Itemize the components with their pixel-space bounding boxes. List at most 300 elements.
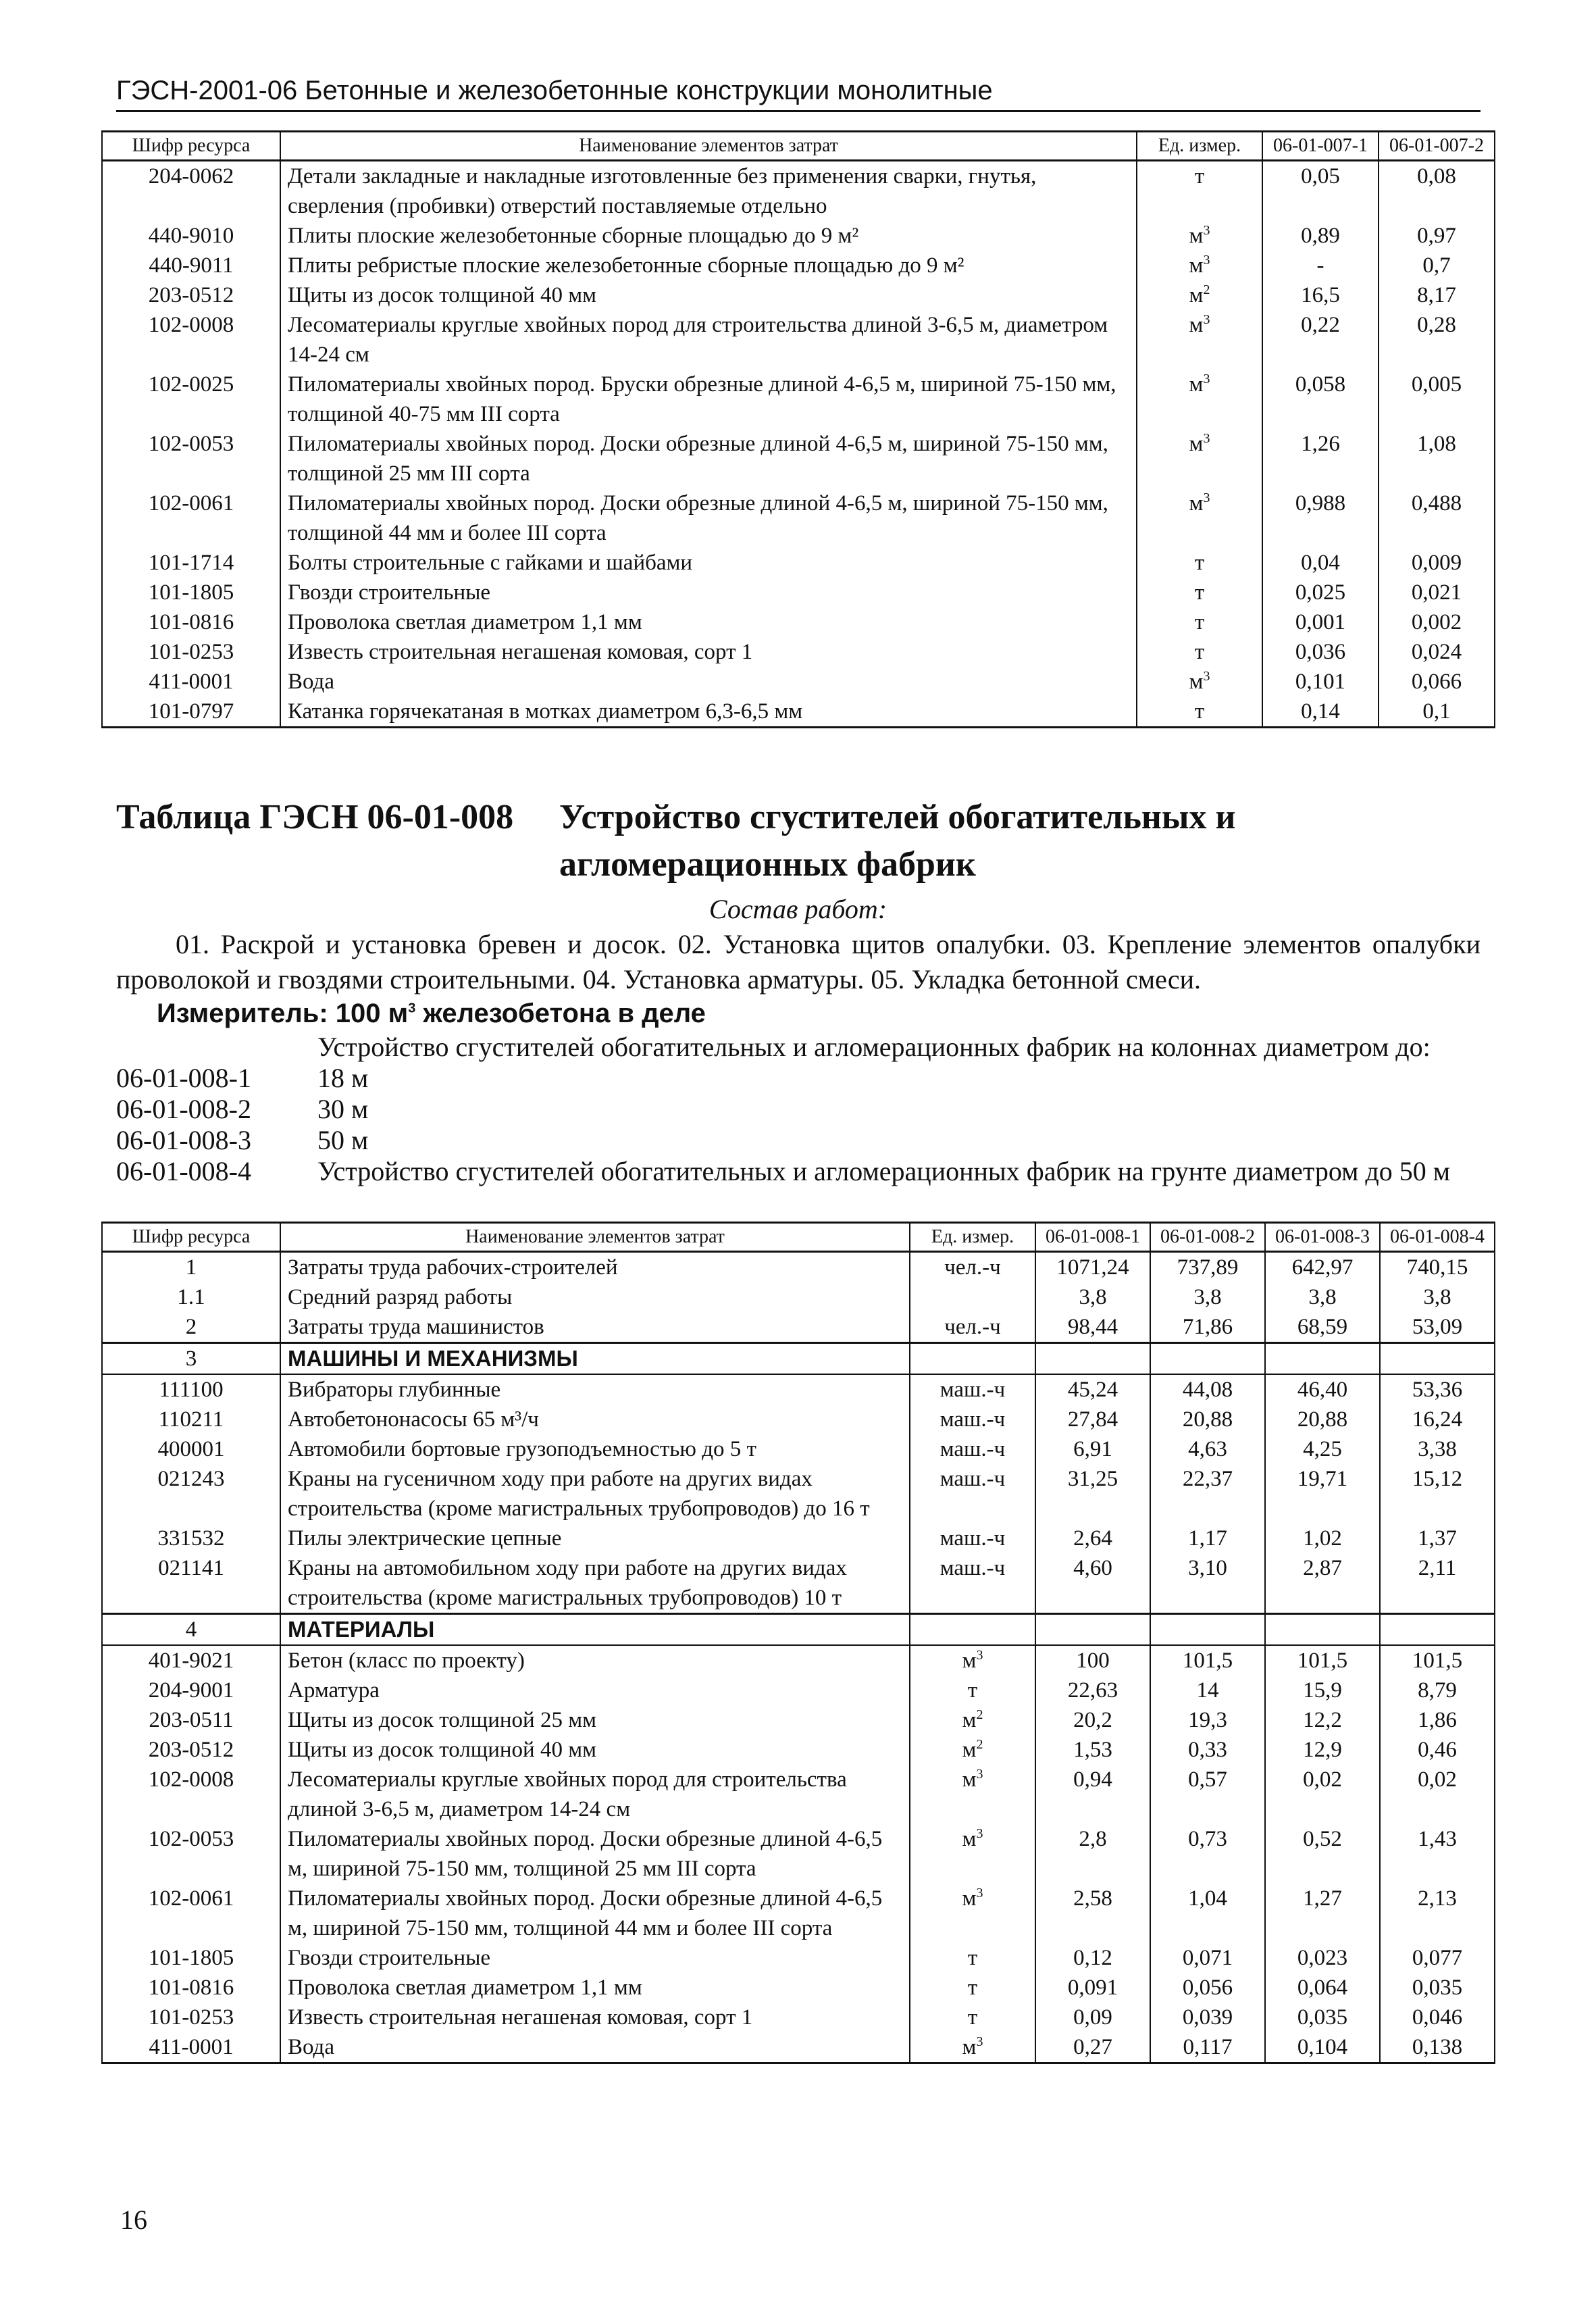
cell-value: 31,25 (1035, 1464, 1150, 1524)
cell-value: 0,08 (1379, 161, 1495, 222)
table-header-row (102, 1223, 1495, 1252)
table-row (102, 1943, 1495, 1973)
cell-value: 0,04 (1262, 548, 1379, 578)
cell-value: 0,46 (1380, 1735, 1495, 1765)
cell-name: Вибраторы глубинные (280, 1374, 910, 1405)
variant-code: 06-01-008-3 (116, 1125, 251, 1155)
header-name: Наименование элементов затрат (280, 132, 1137, 161)
cell-code: 203-0512 (102, 280, 280, 310)
cell-unit (910, 1973, 1035, 2003)
cell-value: 0,101 (1262, 667, 1379, 697)
cell-value: 0,138 (1380, 2032, 1495, 2063)
unit-sup: 3 (976, 1826, 983, 1841)
table-row (102, 1973, 1495, 2003)
cell-value: 16,5 (1262, 280, 1379, 310)
cell-code: 101-0797 (102, 697, 280, 728)
cell-value: 0,488 (1379, 488, 1495, 548)
cell-value: 0,02 (1380, 1765, 1495, 1824)
cell-value: 0,066 (1379, 667, 1495, 697)
unit-text: т (1194, 610, 1205, 634)
cell-unit (910, 2003, 1035, 2032)
table-row (102, 1705, 1495, 1735)
cell-code: 440-9010 (102, 221, 280, 251)
table-row (102, 161, 1495, 222)
unit-sup: 3 (1203, 491, 1210, 505)
cell-value: 737,89 (1150, 1252, 1265, 1283)
cell-value: 0,33 (1150, 1735, 1265, 1765)
cell-code: 3 (102, 1343, 280, 1375)
cell-code: 101-0253 (102, 2003, 280, 2032)
cell-value: 0,52 (1265, 1824, 1380, 1884)
cell-value: 14 (1150, 1676, 1265, 1705)
cell-name: Пиломатериалы хвойных пород. Доски обрезные длиной 4-6,5 м, шириной 75-150 мм, толщиной 44 мм и более III сорта (280, 488, 1137, 548)
cell-value: 1,86 (1380, 1705, 1495, 1735)
cell-name: Щиты из досок толщиной 25 мм (280, 1705, 910, 1735)
variant-code: 06-01-008-1 (116, 1063, 251, 1093)
cell-value: 1071,24 (1035, 1252, 1150, 1283)
cell-unit (910, 1405, 1035, 1434)
cell-unit (910, 1434, 1035, 1464)
meter-label: Измеритель: (157, 999, 328, 1028)
cell-name: Автомобили бортовые грузоподъемностью до 5 т (280, 1434, 910, 1464)
cell-unit (1137, 488, 1262, 548)
cell-value: 6,91 (1035, 1434, 1150, 1464)
header-code: Шифр ресурса (102, 132, 280, 161)
cell-value: 19,71 (1265, 1464, 1380, 1524)
cell-name: Автобетононасосы 65 м³/ч (280, 1405, 910, 1434)
cell-unit (910, 1524, 1035, 1553)
cell-value: 1,27 (1265, 1884, 1380, 1943)
cell-value: 0,1 (1379, 697, 1495, 728)
cell-unit (910, 1464, 1035, 1524)
cell-value: 0,12 (1035, 1943, 1150, 1973)
cell-unit (1137, 251, 1262, 280)
cell-value: 0,09 (1035, 2003, 1150, 2032)
cell-value: 2,64 (1035, 1524, 1150, 1553)
resource-table-007 (101, 130, 1495, 728)
cell-value: 642,97 (1265, 1252, 1380, 1283)
cell-name: Лесоматериалы круглые хвойных пород для строительства длиной 3-6,5 м, диаметром 14-24 см (280, 1765, 910, 1824)
header-unit: Ед. измер. (1137, 132, 1262, 161)
cell-name: Катанка горячекатаная в мотках диаметром 6,3-6,5 мм (280, 697, 1137, 728)
cell-value: 1,04 (1150, 1884, 1265, 1943)
table-row (102, 280, 1495, 310)
cell-value: 101,5 (1380, 1645, 1495, 1676)
cell-code: 204-9001 (102, 1676, 280, 1705)
cell-value: 0,27 (1035, 2032, 1150, 2063)
cell-name: Пиломатериалы хвойных пород. Доски обрезные длиной 4-6,5 м, шириной 75-150 мм, толщиной 25 мм III сорта (280, 1824, 910, 1884)
unit-text: м (1189, 224, 1204, 248)
cell-value: 0,57 (1150, 1765, 1265, 1824)
cell-value: 20,88 (1265, 1405, 1380, 1434)
unit-text: м (962, 1738, 977, 1762)
cell-value: 12,9 (1265, 1735, 1380, 1765)
cell-unit (910, 2032, 1035, 2063)
cell-code: 102-0025 (102, 370, 280, 429)
cell-value: 0,73 (1150, 1824, 1265, 1884)
cell-code: 021141 (102, 1553, 280, 1614)
cell-value: 46,40 (1265, 1374, 1380, 1405)
unit-text: т (967, 1976, 978, 2000)
cell-name: Гвозди строительные (280, 1943, 910, 1973)
variants-intro: Устройство сгустителей обогатительных и агломерационных фабрик на колоннах диаметром до: (317, 1032, 1431, 1062)
table-row (102, 1464, 1495, 1524)
unit-sup: 2 (976, 1737, 983, 1752)
cell-code: 411-0001 (102, 2032, 280, 2063)
unit-sup: 3 (976, 1886, 983, 1901)
cell-value: 2,11 (1380, 1553, 1495, 1614)
unit-sup: 3 (976, 1648, 983, 1663)
table-row (102, 1824, 1495, 1884)
variant-text: 50 м (317, 1125, 369, 1155)
unit-text: чел.-ч (944, 1255, 1001, 1280)
cell-name: Средний разряд работы (280, 1282, 910, 1312)
cell-value: 2,87 (1265, 1553, 1380, 1614)
table-row (102, 637, 1495, 667)
header-col-1: 06-01-007-1 (1262, 132, 1379, 161)
header-code: Шифр ресурса (102, 1223, 280, 1252)
cell-name: Плиты плоские железобетонные сборные площадью до 9 м² (280, 221, 1137, 251)
cell-value: 27,84 (1035, 1405, 1150, 1434)
cell-value: 2,58 (1035, 1884, 1150, 1943)
unit-text: м (1189, 670, 1204, 694)
cell-unit (910, 1943, 1035, 1973)
cell-name: Щиты из досок толщиной 40 мм (280, 280, 1137, 310)
cell-value: 3,8 (1380, 1282, 1495, 1312)
unit-text: м (1189, 432, 1204, 456)
running-head: ГЭСН-2001-06 Бетонные и железобетонные конструкции монолитные (116, 76, 1481, 112)
variant-text: Устройство сгустителей обогатительных и агломерационных фабрик на грунте диаметром до 50 м (317, 1156, 1451, 1186)
cell-value: 71,86 (1150, 1312, 1265, 1343)
cell-value: 0,025 (1262, 578, 1379, 607)
unit-text: т (967, 1678, 978, 1703)
table-header-row (102, 132, 1495, 161)
unit-text: м (962, 1649, 977, 1673)
cell-value: 0,89 (1262, 221, 1379, 251)
cell-name: Вода (280, 2032, 910, 2063)
cell-value: 0,077 (1380, 1943, 1495, 1973)
table-row (102, 1343, 1495, 1375)
header-name: Наименование элементов затрат (280, 1223, 910, 1252)
table-row (102, 310, 1495, 370)
table-row (102, 1735, 1495, 1765)
table2-body (102, 1252, 1495, 2063)
unit-text: маш.-ч (939, 1556, 1006, 1580)
variant-item (116, 1062, 368, 1094)
table-row (102, 1553, 1495, 1614)
cell-name: Детали закладные и накладные изготовленные без применения сварки, гнутья, сверления (пробивки) отверстий поставляемые отдельно (280, 161, 1137, 222)
cell-value: 1,02 (1265, 1524, 1380, 1553)
cell-name: Известь строительная негашеная комовая, сорт 1 (280, 2003, 910, 2032)
unit-text: чел.-ч (944, 1315, 1001, 1339)
cell-unit (1137, 370, 1262, 429)
cell-unit (910, 1645, 1035, 1676)
cell-code: 102-0053 (102, 1824, 280, 1884)
cell-value: 20,88 (1150, 1405, 1265, 1434)
cell-unit (910, 1282, 1035, 1312)
cell-value: 0,001 (1262, 607, 1379, 637)
cell-name: Проволока светлая диаметром 1,1 мм (280, 607, 1137, 637)
table-row (102, 578, 1495, 607)
unit-text: м (1189, 283, 1204, 307)
meter-value: 100 м (335, 999, 409, 1028)
cell-value: 0,005 (1379, 370, 1495, 429)
cell-value: 2,8 (1035, 1824, 1150, 1884)
cell-code: 440-9011 (102, 251, 280, 280)
table-row (102, 1524, 1495, 1553)
cell-value: 0,14 (1262, 697, 1379, 728)
cell-code: 021243 (102, 1464, 280, 1524)
table-row (102, 1765, 1495, 1824)
cell-code: 101-0816 (102, 607, 280, 637)
cell-value: 45,24 (1035, 1374, 1150, 1405)
cell-value: 0,988 (1262, 488, 1379, 548)
resource-table-008 (101, 1222, 1495, 2064)
variant-item (116, 1124, 368, 1156)
cell-value: 1,08 (1379, 429, 1495, 488)
cell-value (1035, 1614, 1150, 1646)
cell-unit (1137, 310, 1262, 370)
composition-text: 01. Раскрой и установка бревен и досок. 02. Установка щитов опалубки. 03. Крепление элементов опалубки проволокой и гвоздями строительными. 04. Установка арматуры. 05. Укладка бетонной смеси. (116, 929, 1481, 995)
cell-code: 111100 (102, 1374, 280, 1405)
table-row (102, 429, 1495, 488)
cell-value: 0,28 (1379, 310, 1495, 370)
cell-value (1265, 1614, 1380, 1646)
unit-text: м (962, 2035, 977, 2059)
unit-sup: 2 (1203, 282, 1210, 297)
cell-value: 44,08 (1150, 1374, 1265, 1405)
cell-code: 102-0008 (102, 1765, 280, 1824)
cell-name: Пиломатериалы хвойных пород. Доски обрезные длиной 4-6,5 м, шириной 75-150 мм, толщиной 25 мм III сорта (280, 429, 1137, 488)
cell-name: Щиты из досок толщиной 40 мм (280, 1735, 910, 1765)
unit-sup: 3 (1203, 223, 1210, 238)
cell-code: 2 (102, 1312, 280, 1343)
header-col-4: 06-01-008-4 (1380, 1223, 1495, 1252)
cell-unit (910, 1343, 1035, 1375)
unit-text: т (1194, 551, 1205, 575)
cell-value: 0,97 (1379, 221, 1495, 251)
unit-text: маш.-ч (939, 1407, 1006, 1432)
cell-unit (1137, 607, 1262, 637)
header-col-2: 06-01-007-2 (1379, 132, 1495, 161)
cell-value: 19,3 (1150, 1705, 1265, 1735)
cell-code: 203-0512 (102, 1735, 280, 1765)
unit-sup: 3 (1203, 312, 1210, 327)
table-row (102, 2032, 1495, 2063)
cell-value: 0,039 (1150, 2003, 1265, 2032)
cell-name: Краны на автомобильном ходу при работе на других видах строительства (кроме магистральных трубопроводов) 10 т (280, 1553, 910, 1614)
unit-sup: 3 (1203, 253, 1210, 268)
cell-value: 22,63 (1035, 1676, 1150, 1705)
cell-code: 102-0061 (102, 488, 280, 548)
cell-value: 0,058 (1262, 370, 1379, 429)
cell-code: 101-0253 (102, 637, 280, 667)
cell-value: 0,071 (1150, 1943, 1265, 1973)
cell-code: 411-0001 (102, 667, 280, 697)
cell-name: Арматура (280, 1676, 910, 1705)
cell-code: 102-0053 (102, 429, 280, 488)
unit-text: маш.-ч (939, 1526, 1006, 1551)
cell-value (1035, 1343, 1150, 1375)
cell-value: 0,091 (1035, 1973, 1150, 2003)
unit-text: т (1194, 164, 1205, 188)
cell-unit (910, 1252, 1035, 1283)
cell-value: 0,035 (1380, 1973, 1495, 2003)
cell-code: 101-1805 (102, 1943, 280, 1973)
cell-value: 0,7 (1379, 251, 1495, 280)
table-row (102, 1405, 1495, 1434)
unit-text: маш.-ч (939, 1467, 1006, 1491)
cell-value: 1,26 (1262, 429, 1379, 488)
cell-unit (910, 1735, 1035, 1765)
cell-value: 4,63 (1150, 1434, 1265, 1464)
meter-line (157, 999, 706, 1029)
table-row (102, 548, 1495, 578)
cell-value: 101,5 (1150, 1645, 1265, 1676)
variant-code: 06-01-008-4 (116, 1156, 251, 1186)
cell-value: 2,13 (1380, 1884, 1495, 1943)
unit-text: м (962, 1827, 977, 1851)
unit-text: маш.-ч (939, 1378, 1006, 1402)
cell-value: 8,79 (1380, 1676, 1495, 1705)
variant-text: 30 м (317, 1094, 369, 1124)
cell-name: Гвозди строительные (280, 578, 1137, 607)
unit-text: м (1189, 313, 1204, 337)
cell-name: Затраты труда рабочих-строителей (280, 1252, 910, 1283)
cell-value: 22,37 (1150, 1464, 1265, 1524)
cell-value (1380, 1614, 1495, 1646)
cell-value: 0,05 (1262, 161, 1379, 222)
table-title-code: Таблица ГЭСН 06-01-008 (116, 798, 514, 836)
cell-name: Плиты ребристые плоские железобетонные сборные площадью до 9 м² (280, 251, 1137, 280)
unit-text: м (962, 1708, 977, 1732)
cell-unit (910, 1676, 1035, 1705)
header-col-1: 06-01-008-1 (1035, 1223, 1150, 1252)
cell-code: 1.1 (102, 1282, 280, 1312)
cell-unit (910, 1824, 1035, 1884)
unit-sup: 3 (1203, 431, 1210, 446)
cell-value: 0,002 (1379, 607, 1495, 637)
cell-value (1150, 1343, 1265, 1375)
unit-text: т (1194, 580, 1205, 605)
cell-value: 1,37 (1380, 1524, 1495, 1553)
table-row (102, 2003, 1495, 2032)
cell-name: Проволока светлая диаметром 1,1 мм (280, 1973, 910, 2003)
cell-code: 204-0062 (102, 161, 280, 222)
table-row (102, 1252, 1495, 1283)
cell-value: 101,5 (1265, 1645, 1380, 1676)
cell-name: Известь строительная негашеная комовая, сорт 1 (280, 637, 1137, 667)
cell-name: Болты строительные с гайками и шайбами (280, 548, 1137, 578)
unit-text: т (1194, 640, 1205, 664)
header-unit: Ед. измер. (910, 1223, 1035, 1252)
cell-unit (1137, 667, 1262, 697)
table1-body (102, 161, 1495, 728)
unit-sup: 3 (976, 2034, 983, 2049)
cell-name: МАШИНЫ И МЕХАНИЗМЫ (280, 1343, 910, 1375)
unit-text: м (1189, 491, 1204, 515)
cell-name: Краны на гусеничном ходу при работе на других видах строительства (кроме магистральных трубопроводов) до 16 т (280, 1464, 910, 1524)
composition-title: Состав работ: (709, 894, 887, 924)
cell-value: 0,021 (1379, 578, 1495, 607)
cell-value: 3,8 (1150, 1282, 1265, 1312)
cell-unit (910, 1614, 1035, 1646)
cell-value: 0,104 (1265, 2032, 1380, 2063)
cell-name: Затраты труда машинистов (280, 1312, 910, 1343)
unit-sup: 3 (976, 1767, 983, 1782)
table-row (102, 607, 1495, 637)
cell-name: Пиломатериалы хвойных пород. Доски обрезные длиной 4-6,5 м, шириной 75-150 мм, толщиной 44 мм и более III сорта (280, 1884, 910, 1943)
cell-code: 203-0511 (102, 1705, 280, 1735)
table-row (102, 370, 1495, 429)
unit-text: т (1194, 699, 1205, 724)
cell-unit (1137, 221, 1262, 251)
cell-value: 53,09 (1380, 1312, 1495, 1343)
unit-text: т (967, 2005, 978, 2030)
table-row (102, 697, 1495, 728)
cell-value: 15,12 (1380, 1464, 1495, 1524)
cell-unit (910, 1374, 1035, 1405)
cell-name: Бетон (класс по проекту) (280, 1645, 910, 1676)
meter-sup: 3 (408, 1001, 416, 1016)
cell-code: 110211 (102, 1405, 280, 1434)
cell-value: 3,10 (1150, 1553, 1265, 1614)
cell-unit (1137, 429, 1262, 488)
table-row (102, 1374, 1495, 1405)
table-row (102, 1282, 1495, 1312)
cell-code: 101-1805 (102, 578, 280, 607)
cell-value: 1,17 (1150, 1524, 1265, 1553)
cell-code: 401-9021 (102, 1645, 280, 1676)
table-row (102, 221, 1495, 251)
cell-name: МАТЕРИАЛЫ (280, 1614, 910, 1646)
cell-unit (910, 1705, 1035, 1735)
cell-code: 102-0061 (102, 1884, 280, 1943)
cell-value: 0,024 (1379, 637, 1495, 667)
table-row (102, 1645, 1495, 1676)
meter-rest: железобетона в деле (423, 999, 706, 1028)
cell-value: 0,22 (1262, 310, 1379, 370)
cell-value: 3,38 (1380, 1434, 1495, 1464)
unit-text: т (967, 1946, 978, 1970)
cell-code: 1 (102, 1252, 280, 1283)
unit-text: м (1189, 372, 1204, 397)
unit-text: м (962, 1886, 977, 1911)
table-row (102, 251, 1495, 280)
cell-value: 740,15 (1380, 1252, 1495, 1283)
table-row (102, 488, 1495, 548)
cell-value (1150, 1614, 1265, 1646)
table-row (102, 1434, 1495, 1464)
cell-value: 4,60 (1035, 1553, 1150, 1614)
cell-value: 0,046 (1380, 2003, 1495, 2032)
cell-value: 3,8 (1035, 1282, 1150, 1312)
cell-value: 8,17 (1379, 280, 1495, 310)
cell-code: 331532 (102, 1524, 280, 1553)
unit-text: м (962, 1767, 977, 1792)
cell-unit (1137, 280, 1262, 310)
variant-item (116, 1093, 368, 1125)
table-row (102, 1312, 1495, 1343)
cell-value: 0,02 (1265, 1765, 1380, 1824)
cell-unit (910, 1765, 1035, 1824)
cell-value: 3,8 (1265, 1282, 1380, 1312)
cell-value: 53,36 (1380, 1374, 1495, 1405)
table-title-name: Устройство сгустителей обогатительных и агломерационных фабрик (559, 798, 1236, 884)
unit-sup: 2 (976, 1707, 983, 1722)
cell-name: Лесоматериалы круглые хвойных пород для строительства длиной 3-6,5 м, диаметром 14-24 см (280, 310, 1137, 370)
unit-text: маш.-ч (939, 1437, 1006, 1461)
